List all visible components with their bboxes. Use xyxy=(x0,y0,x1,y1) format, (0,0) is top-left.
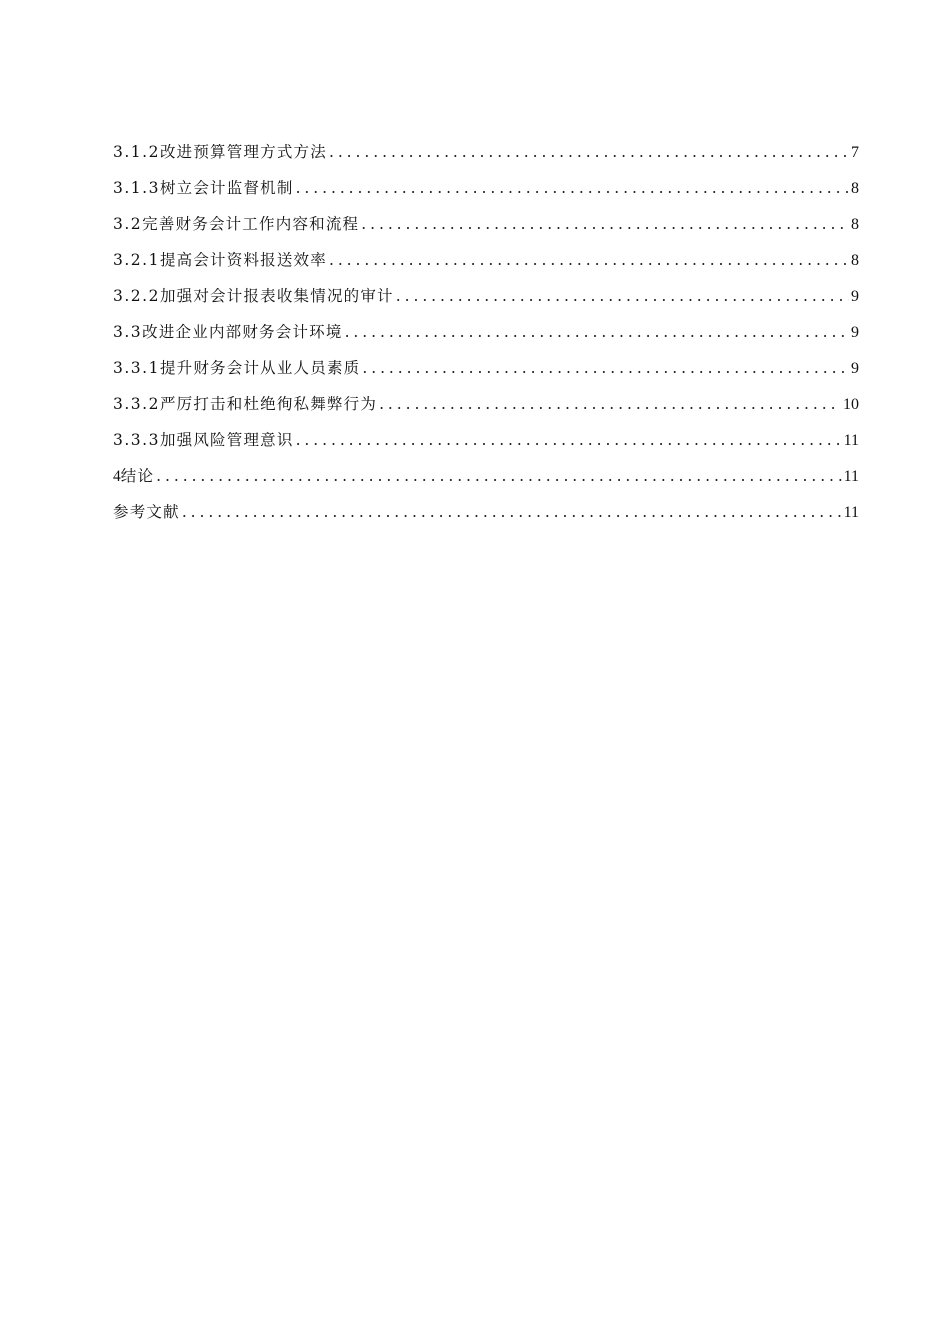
toc-entry-page-number: 11 xyxy=(843,432,859,449)
toc-entry[interactable] xyxy=(113,318,859,354)
toc-dot-leader xyxy=(345,318,849,346)
toc-entry-page-number: 8 xyxy=(851,180,859,197)
toc-entry-title: 完善财务会计工作内容和流程 xyxy=(142,215,360,233)
toc-entry[interactable] xyxy=(113,462,859,498)
toc-entry[interactable] xyxy=(113,498,859,534)
toc-entry[interactable] xyxy=(113,390,859,426)
toc-dot-leader xyxy=(296,174,849,202)
toc-entry-number: 3.2.2 xyxy=(113,287,160,305)
toc-entry-title: 提升财务会计从业人员素质 xyxy=(159,359,361,377)
toc-entry[interactable] xyxy=(113,426,859,462)
toc-entry-number: 3.3.3 xyxy=(113,431,160,449)
toc-dot-leader xyxy=(156,462,841,490)
toc-dot-leader xyxy=(182,498,842,526)
toc-dot-leader xyxy=(329,138,849,166)
toc-entry-page-number: 9 xyxy=(851,360,859,377)
toc-dot-leader xyxy=(296,426,842,454)
toc-entry[interactable] xyxy=(113,138,859,174)
toc-entry-title: 改进企业内部财务会计环境 xyxy=(142,323,343,341)
toc-entry-page-number: 8 xyxy=(851,252,859,269)
toc-entry-page-number: 8 xyxy=(851,216,859,233)
toc-entry[interactable] xyxy=(113,174,859,210)
toc-entry-title: 提高会计资料报送效率 xyxy=(159,251,327,269)
toc-entry-title: 严厉打击和杜绝徇私舞弊行为 xyxy=(159,395,378,413)
toc-entry-number: 3.1.3 xyxy=(113,179,160,197)
toc-entry-title: 改进预算管理方式方法 xyxy=(159,143,327,161)
toc-entry-title: 树立会计监督机制 xyxy=(159,179,294,197)
toc-entry-page-number: 7 xyxy=(851,144,859,161)
toc-entry-title: 结论 xyxy=(120,467,155,485)
toc-entry[interactable] xyxy=(113,210,859,246)
toc-dot-leader xyxy=(379,390,841,418)
toc-entry-page-number: 9 xyxy=(851,288,859,305)
toc-entry[interactable] xyxy=(113,354,859,390)
toc-entry[interactable] xyxy=(113,282,859,318)
toc-dot-leader xyxy=(362,354,849,382)
toc-dot-leader xyxy=(361,210,849,238)
toc-entry-page-number: 9 xyxy=(851,324,859,341)
toc-entry-title: 加强风险管理意识 xyxy=(159,431,294,449)
toc-entry-number: 4 xyxy=(113,468,121,485)
toc-entry[interactable] xyxy=(113,246,859,282)
toc-entry-number: 3.3.2 xyxy=(113,395,160,413)
toc-entry-number: 3.2 xyxy=(113,215,143,233)
toc-entry-page-number: 11 xyxy=(843,468,859,485)
toc-entry-number: 3.2.1 xyxy=(113,251,160,269)
toc-entry-page-number: 11 xyxy=(843,504,859,521)
toc-entry-number: 3.3.1 xyxy=(113,359,160,377)
toc-dot-leader xyxy=(396,282,849,310)
table-of-contents xyxy=(113,138,859,534)
toc-entry-number: 3.1.2 xyxy=(113,143,160,161)
toc-entry-number: 3.3 xyxy=(113,323,143,341)
toc-entry-page-number: 10 xyxy=(843,396,859,413)
toc-entry-title: 参考文献 xyxy=(113,503,180,521)
toc-dot-leader xyxy=(329,246,849,274)
toc-entry-title: 加强对会计报表收集情况的审计 xyxy=(159,287,394,305)
